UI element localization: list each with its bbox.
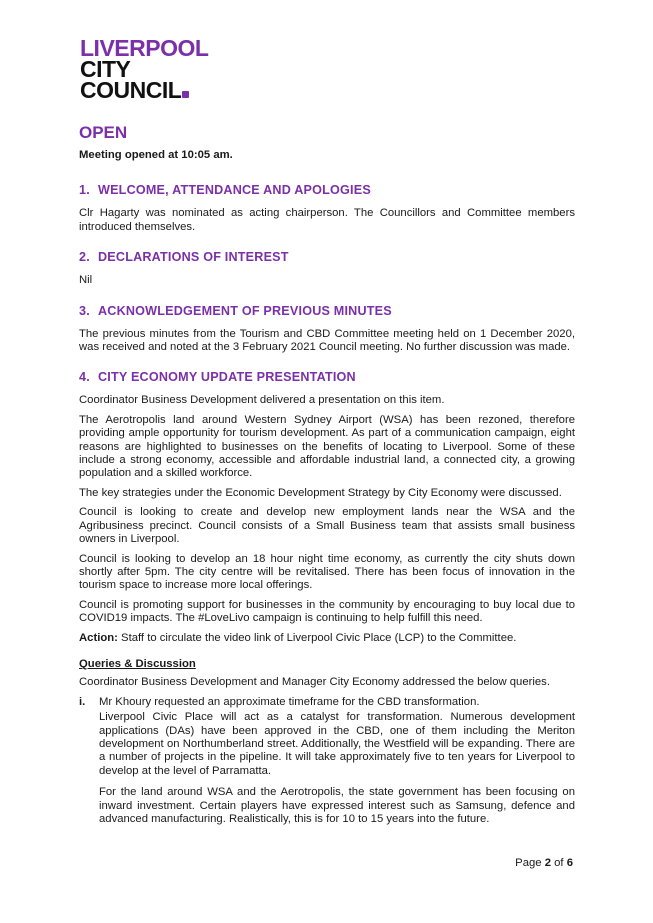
action-item	[79, 632, 575, 645]
page-prefix: Page	[515, 857, 545, 869]
section-heading	[79, 304, 575, 319]
queries-intro: Coordinator Business Development and Manager City Economy addressed the below queries.	[79, 676, 550, 689]
page-total: 6	[566, 857, 573, 869]
paragraph: Council is promoting support for businesses in the community by encouraging to buy local due to COVID19 impacts. The #LoveLivo campaign is continuing to help fulfill this need.	[79, 598, 575, 625]
query-answer: Liverpool Civic Place will act as a catalyst for transformation. Numerous development applications (DAs) have been approved in the CBD, one of them including the Meriton development on Northumberland street. Additionally, the Westfield will be expanding. There are a number of projects in the pipeline. It will take approximately five to ten years for Liverpool to develop at the level of Parramatta.	[99, 711, 575, 777]
section-title: CITY ECONOMY UPDATE PRESENTATION	[98, 370, 356, 385]
query-answer: For the land around WSA and the Aerotropolis, the state government has been focusing on inward investment. Certain players have expressed interest such as Samsung, defence and advanced manufacturing. Realistically, this is for 10 to 15 years into the future.	[99, 786, 575, 825]
paragraph: The previous minutes from the Tourism and CBD Committee meeting held on 1 December 2020, was received and noted at the 3 February 2021 Council meeting. No further discussion was made.	[79, 327, 575, 354]
action-text: Staff to circulate the video link of Liverpool Civic Place (LCP) to the Committee.	[117, 631, 517, 644]
logo-council-text: COUNCIL	[80, 77, 182, 103]
section-heading	[79, 250, 575, 265]
paragraph: Coordinator Business Development delivered a presentation on this item.	[79, 394, 445, 407]
action-label: Action:	[79, 631, 118, 644]
query-question: Mr Khoury requested an approximate timeframe for the CBD transformation.	[99, 695, 480, 708]
section-number: 4.	[79, 370, 90, 385]
open-heading: OPEN	[79, 123, 128, 142]
section-heading	[79, 370, 575, 385]
section-heading	[79, 183, 575, 198]
query-item	[79, 696, 575, 827]
liverpool-city-council-logo	[80, 35, 209, 103]
logo-line-liverpool: LIVERPOOL	[80, 35, 209, 61]
section-number: 3.	[79, 303, 90, 318]
section-number: 2.	[79, 250, 90, 265]
logo-line-council	[80, 77, 208, 103]
paragraph: Clr Hagarty was nominated as acting chairperson. The Councillors and Committee members introduced themselves.	[79, 207, 575, 233]
paragraph: Council is looking to create and develop new employment lands near the WSA and the Agribusiness precinct. Council consists of a Small Business team that assists small business owners in Liverpool.	[79, 506, 575, 546]
section-number: 1.	[79, 183, 90, 198]
meeting-opened-text: Meeting opened at 10:05 am.	[79, 149, 233, 161]
section-previous-minutes	[79, 304, 575, 355]
section-city-economy	[79, 370, 575, 826]
section-declarations	[79, 250, 575, 287]
page-current: 2	[544, 857, 551, 869]
logo-line-city: CITY	[80, 56, 131, 82]
section-title: DECLARATIONS OF INTEREST	[98, 250, 289, 265]
queries-heading: Queries & Discussion	[79, 657, 196, 670]
paragraph: The key strategies under the Economic Development Strategy by City Economy were discussed.	[79, 486, 562, 499]
logo-square-icon	[182, 91, 189, 98]
page-number	[515, 857, 573, 869]
document-body	[79, 124, 575, 834]
section-welcome	[79, 183, 575, 234]
paragraph: Nil	[79, 274, 93, 287]
query-marker: i.	[79, 695, 86, 708]
section-title: ACKNOWLEDGEMENT OF PREVIOUS MINUTES	[98, 303, 392, 318]
paragraph: Council is looking to develop an 18 hour night time economy, as currently the city shuts down shortly after 5pm. The city centre will be revitalised. There has been focus of innovation in the tourism space to increase more local offerings.	[79, 552, 575, 592]
page-of: of	[551, 857, 567, 869]
section-title: WELCOME, ATTENDANCE AND APOLOGIES	[98, 183, 371, 198]
paragraph: The Aerotropolis land around Western Sydney Airport (WSA) has been rezoned, therefore providing ample opportunity for tourism development. As part of a communication campaign, eight reasons are highlighted to businesses on the benefits of locating to Liverpool. Some of these include a strong economy, accessible and affordable industrial land, a connected city, a growing population and a skilled workforce.	[79, 413, 575, 480]
